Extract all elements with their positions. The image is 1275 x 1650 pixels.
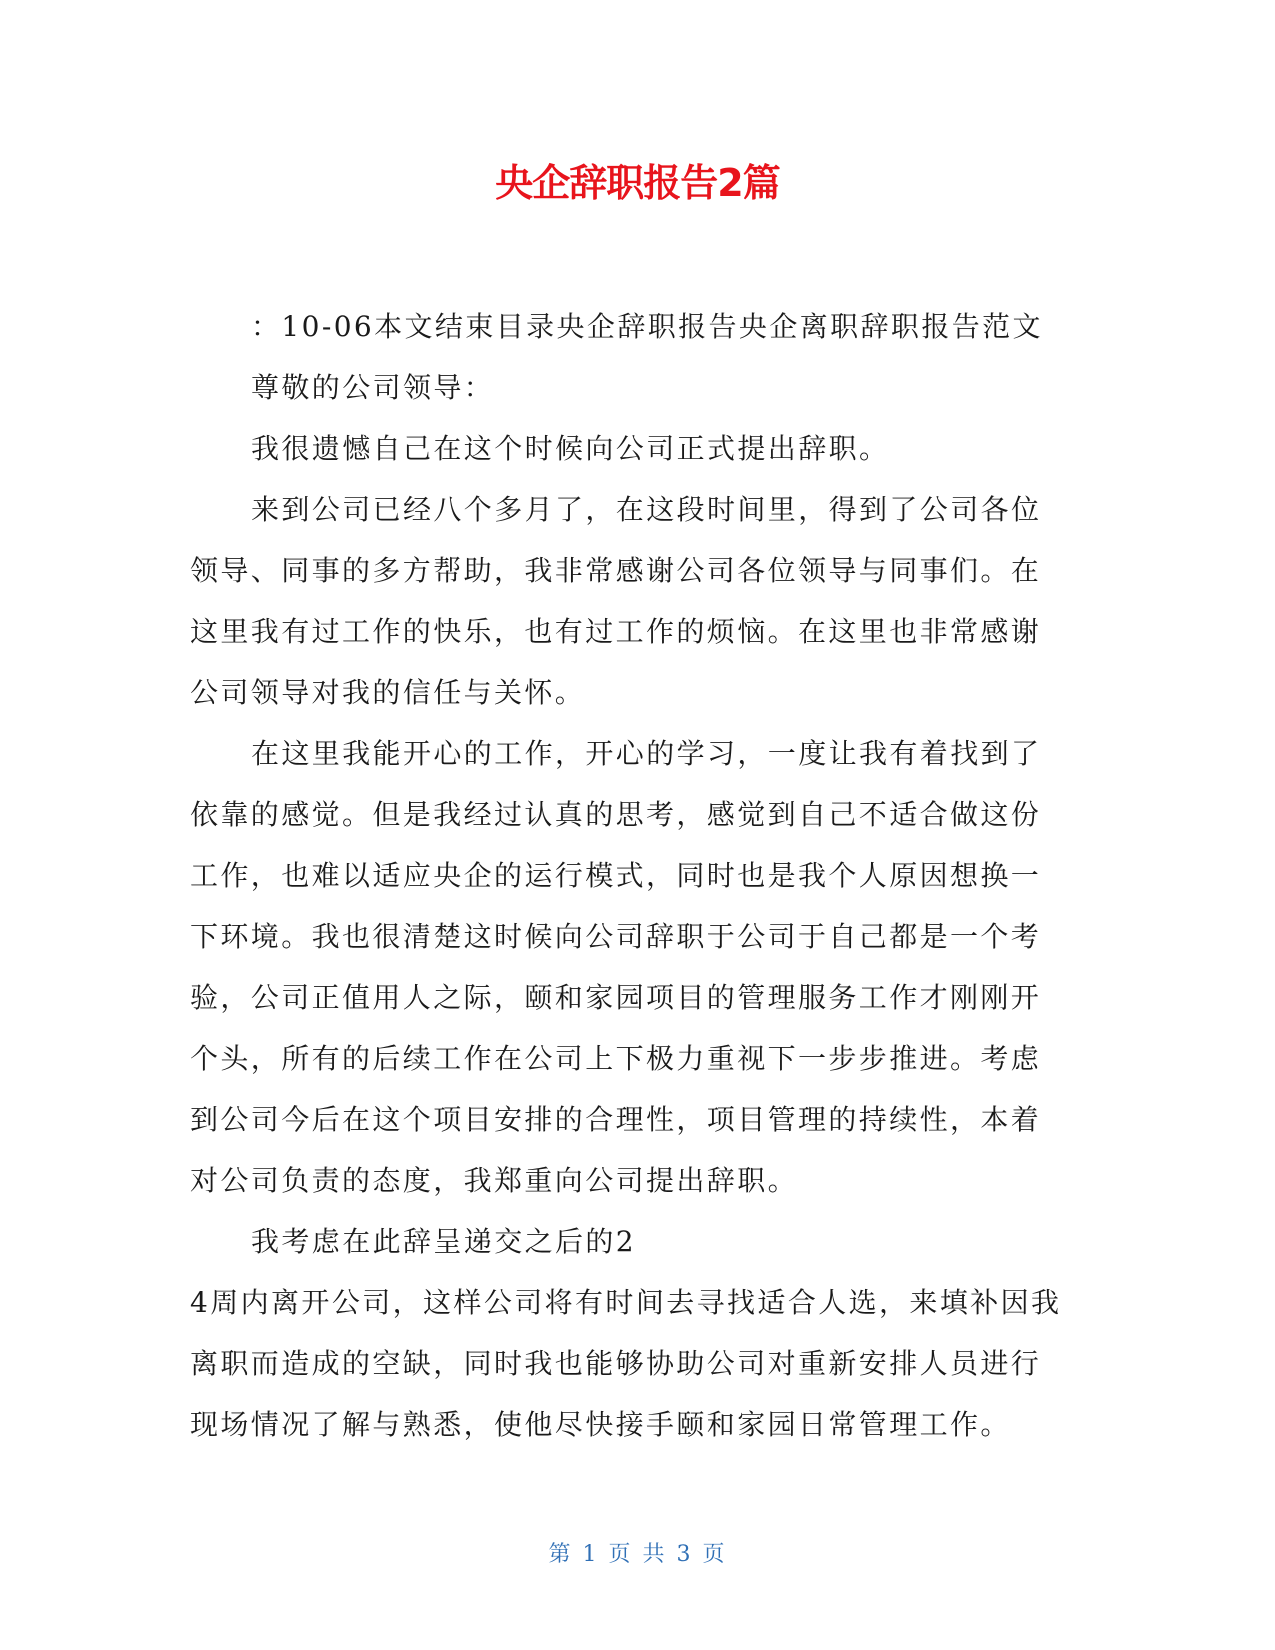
text-line: 验，公司正值用人之际，颐和家园项目的管理服务工作才刚刚开 [190,981,1042,1014]
footer-page-unit: 页 [608,1542,633,1567]
document-body [190,296,1080,1455]
text-line: 工作，也难以适应央企的运行模式，同时也是我个人原因想换一 [190,859,1042,892]
footer-current-page: 1 [582,1542,599,1567]
footer-total-label: 共 [642,1542,667,1567]
text-line: 4周内离开公司，这样公司将有时间去寻找适合人选，来填补因我 [190,1286,1062,1319]
text-line: 尊敬的公司领导： [251,371,495,404]
text-line: 来到公司已经八个多月了，在这段时间里，得到了公司各位 [251,493,1042,526]
page-footer [0,1540,1275,1570]
footer-total-pages: 3 [676,1542,693,1567]
text-line: 现场情况了解与熟悉，使他尽快接手颐和家园日常管理工作。 [190,1408,1011,1441]
text-line: 领导、同事的多方帮助，我非常感谢公司各位领导与同事们。在 [190,554,1042,587]
document-title: 央企辞职报告2篇 [495,161,780,205]
text-line: 我考虑在此辞呈递交之后的2 [251,1225,637,1258]
footer-page-label: 第 [548,1542,573,1567]
text-line: 我很遗憾自己在这个时候向公司正式提出辞职。 [251,432,890,465]
text-line: 这里我有过工作的快乐，也有过工作的烦恼。在这里也非常感谢 [190,615,1042,648]
text-line: 到公司今后在这个项目安排的合理性，项目管理的持续性，本着 [190,1103,1042,1136]
text-line: 对公司负责的态度，我郑重向公司提出辞职。 [190,1164,799,1197]
footer-total-unit: 页 [702,1542,727,1567]
text-line: 个头，所有的后续工作在公司上下极力重视下一步步推进。考虑 [190,1042,1042,1075]
text-line: 在这里我能开心的工作，开心的学习，一度让我有着找到了 [251,737,1042,770]
text-line: 下环境。我也很清楚这时候向公司辞职于公司于自己都是一个考 [190,920,1042,953]
text-line: 离职而造成的空缺，同时我也能够协助公司对重新安排人员进行 [190,1347,1042,1380]
text-line: 依靠的感觉。但是我经过认真的思考，感觉到自己不适合做这份 [190,798,1042,831]
text-line: 公司领导对我的信任与关怀。 [190,676,586,709]
text-line: ：10-06本文结束目录央企辞职报告央企离职辞职报告范文 [251,310,1043,343]
